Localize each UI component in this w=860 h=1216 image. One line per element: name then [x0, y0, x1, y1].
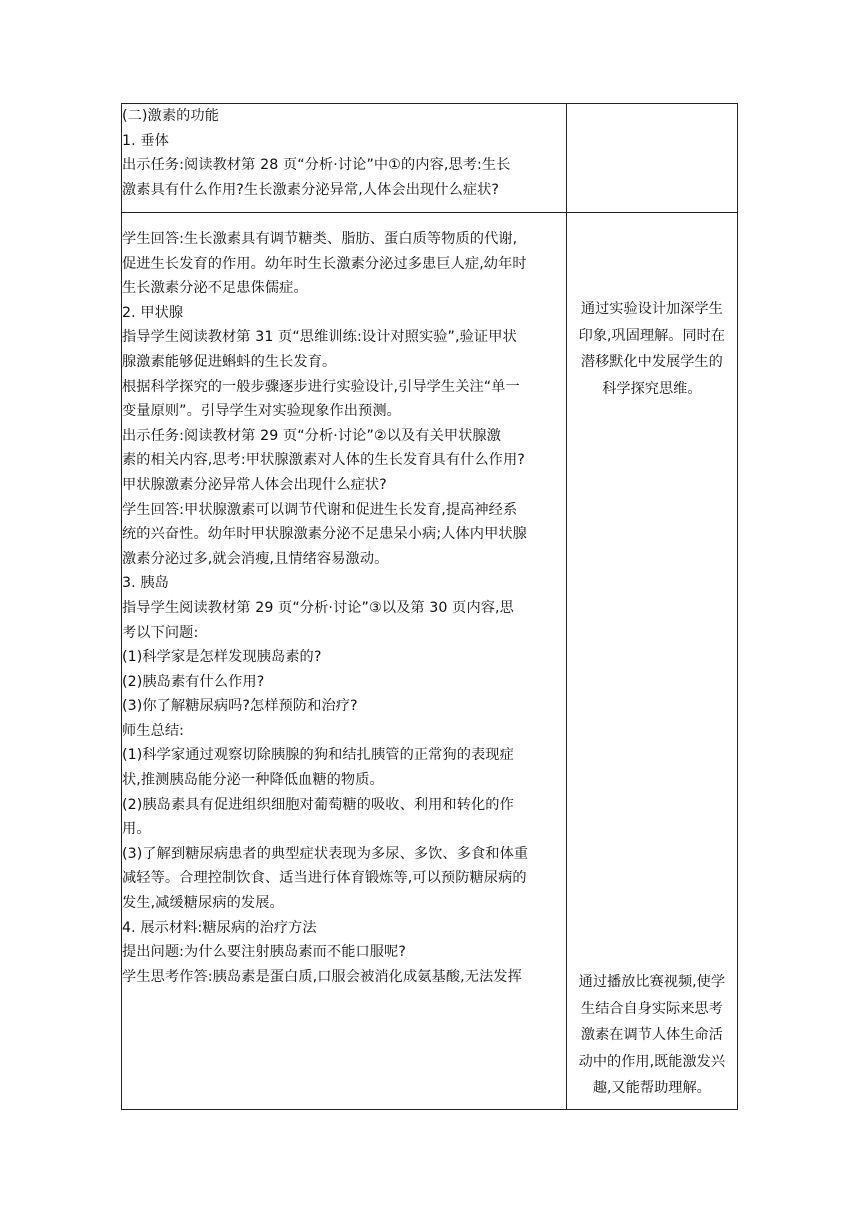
text-line: 发生,减缓糖尿病的发展。 [122, 895, 284, 912]
text-line: 用。 [122, 821, 151, 838]
note-line: 科学探究思维。 [602, 380, 702, 397]
table-row [122, 104, 738, 213]
summary-item: (3)了解到糖尿病患者的典型症状表现为多尿、多饮、多食和体重 [122, 845, 529, 862]
text-line: 学生回答:甲状腺激素可以调节代谢和促进生长发育,提高神经系 [122, 501, 518, 518]
subheading-thyroid: 2. 甲状腺 [122, 304, 184, 321]
text-line: 出示任务:阅读教材第 28 页“分析·讨论”中①的内容,思考:生长 [122, 157, 511, 174]
text-line: 师生总结: [122, 722, 185, 739]
design-note-video [567, 969, 737, 1102]
summary-item: (1)科学家通过观察切除胰腺的狗和结扎胰管的正常狗的表现症 [122, 747, 514, 764]
note-line: 潜移默化中发展学生的 [580, 354, 723, 370]
content-cell [122, 104, 567, 213]
note-line: 生结合自身实际来思考 [580, 1000, 723, 1017]
question-item: (1)科学家是怎样发现胰岛素的? [122, 649, 322, 666]
note-line: 通过播放比赛视频,使学 [578, 974, 726, 990]
text-line: 素的相关内容,思考:甲状腺激素对人体的生长发育具有什么作用? [122, 452, 525, 469]
note-line: 印象,巩固理解。同时在 [578, 327, 726, 344]
text-line: 腺激素能够促进蝌蚪的生长发育。 [122, 353, 337, 370]
text-line: 出示任务:阅读教材第 29 页“分析·讨论”②以及有关甲状腺激 [122, 427, 502, 444]
content-cell [122, 213, 567, 1110]
text-line: 激素具有什么作用?生长激素分泌异常,人体会出现什么症状? [122, 181, 500, 198]
subheading-material: 4. 展示材料:糖尿病的治疗方法 [122, 919, 317, 936]
text-line: 促进生长发育的作用。幼年时生长激素分泌过多患巨人症,幼年时 [122, 255, 527, 272]
table-row [122, 213, 738, 1110]
note-line: 通过实验设计加深学生 [580, 301, 723, 317]
text-line: 统的兴奋性。幼年时甲状腺激素分泌不足患呆小病;人体内甲状腺 [122, 526, 527, 543]
text-line: 学生回答:生长激素具有调节糖类、脂肪、蛋白质等物质的代谢, [122, 231, 518, 247]
lesson-plan-table [121, 103, 738, 1110]
question-item: (3)你了解糖尿病吗?怎样预防和治疗? [122, 698, 358, 715]
note-cell [566, 213, 737, 1110]
text-line: 指导学生阅读教材第 29 页“分析·讨论”③以及第 30 页内容,思 [122, 599, 514, 616]
design-note-experiment [567, 296, 737, 402]
text-line: 指导学生阅读教材第 31 页“思维训练:设计对照实验”,验证甲状 [122, 329, 517, 346]
note-line: 激素在调节人体生命活 [580, 1027, 723, 1043]
text-line: 学生思考作答:胰岛素是蛋白质,口服会被消化成氨基酸,无法发挥 [122, 968, 522, 985]
text-line: 状,推测胰岛能分泌一种降低血糖的物质。 [122, 772, 384, 789]
text-line: 激素分泌过多,就会消瘦,且情绪容易激动。 [122, 550, 389, 567]
text-line: 提出问题:为什么要注射胰岛素而不能口服呢? [122, 944, 406, 961]
text-line: 甲状腺激素分泌异常人体会出现什么症状? [122, 476, 387, 493]
note-line: 趣,又能帮助理解。 [592, 1080, 711, 1096]
question-item: (2)胰岛素有什么作用? [122, 673, 265, 690]
text-line: 生长激素分泌不足患侏儒症。 [122, 280, 308, 297]
text-line: 减轻等。合理控制饮食、适当进行体育锻炼等,可以预防糖尿病的 [122, 870, 527, 887]
text-line: 考以下问题: [122, 624, 199, 641]
summary-item: (2)胰岛素具有促进组织细胞对葡萄糖的吸收、利用和转化的作 [122, 796, 514, 813]
section-heading: (二)激素的功能 [122, 108, 219, 124]
note-cell [566, 104, 737, 213]
subheading-islets: 3. 胰岛 [122, 575, 169, 592]
subheading-pituitary: 1. 垂体 [122, 132, 169, 149]
text-line: 变量原则”。引导学生对实验现象作出预测。 [122, 403, 401, 420]
note-line: 动中的作用,既能激发兴 [578, 1053, 726, 1070]
text-line: 根据科学探究的一般步骤逐步进行实验设计,引导学生关注“单一 [122, 378, 520, 395]
